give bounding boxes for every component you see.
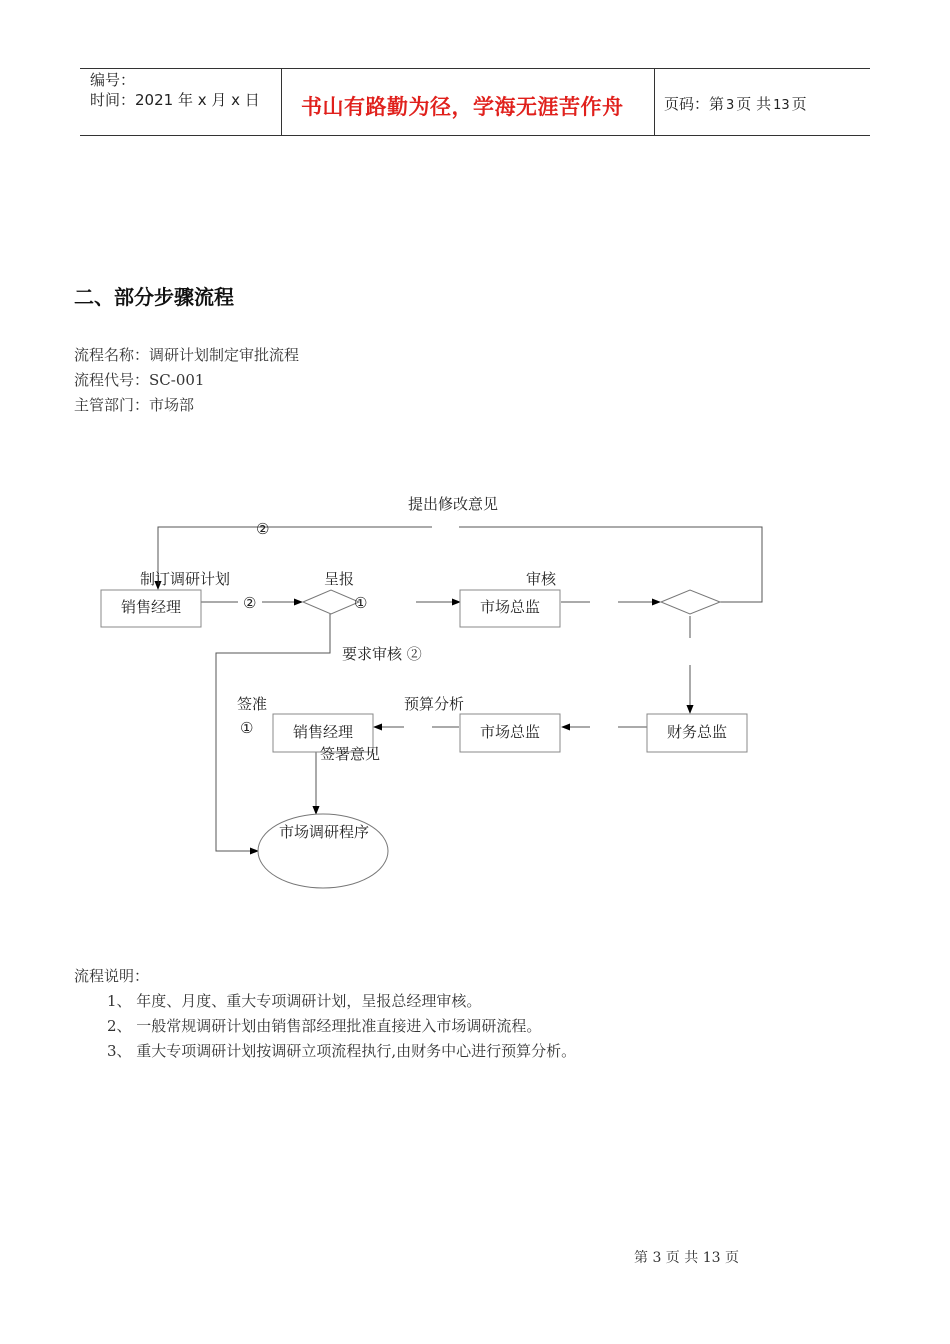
header-page-code <box>664 93 807 114</box>
header-divider-2 <box>654 69 655 136</box>
process-meta <box>74 343 299 418</box>
page-footer: 第 3 页 共 13 页 <box>634 1250 739 1266</box>
notes-item: 3、 重大专项调研计划按调研立项流程执行,由财务中心进行预算分析。 <box>107 1042 577 1060</box>
label-step-approve: 签准 <box>237 695 268 713</box>
submit-decision-diamond <box>303 590 359 614</box>
header-info <box>90 70 260 110</box>
section-title: 二、部分步骤流程 <box>74 285 234 309</box>
box-label-finance-director: 财务总监 <box>666 723 728 741</box>
notes-item: 2、 一般常规调研计划由销售部经理批准直接进入市场调研流程。 <box>107 1017 542 1035</box>
label-circle-two-row1: ② <box>243 594 257 612</box>
label-step-review: 审核 <box>526 570 557 588</box>
box-label-sales-manager-2: 销售经理 <box>292 723 354 741</box>
page-suffix: 页 <box>791 95 807 113</box>
label-circle-one-row2: ① <box>240 719 254 737</box>
time-label: 时间：2021 年 x 月 x 日 <box>90 91 260 109</box>
notes-item: 1、 年度、月度、重大专项调研计划，呈报总经理审核。 <box>107 992 482 1010</box>
box-label-market-director-1: 市场总监 <box>479 598 541 616</box>
label-circle-two-top: ② <box>256 520 270 538</box>
page-mid: 页 共 <box>736 95 772 113</box>
box-label-market-director-2: 市场总监 <box>479 723 541 741</box>
end-node-label: 市场调研程序 <box>278 823 370 841</box>
label-step-sign: 签署意见 <box>320 745 381 763</box>
page-prefix: 页码：第 <box>664 95 725 113</box>
label-step-submit: 呈报 <box>324 570 355 588</box>
label-circle-one-row1: ① <box>354 594 368 612</box>
label-step-draft: 制订调研计划 <box>140 570 231 588</box>
header-motto: 书山有路勤为径，学海无涯苦作舟 <box>301 95 624 119</box>
flowchart <box>0 470 950 914</box>
header-top-rule <box>80 68 870 69</box>
label-require-review: 要求审核 ② <box>342 645 422 663</box>
number-label: 编号： <box>90 71 136 89</box>
process-code: 流程代号：SC-001 <box>74 371 205 389</box>
page-current: 3 <box>726 98 735 113</box>
box-label-sales-manager-1: 销售经理 <box>120 598 182 616</box>
label-feedback: 提出修改意见 <box>408 495 499 513</box>
page-total: 13 <box>773 98 790 113</box>
process-name: 流程名称：调研计划制定审批流程 <box>74 346 300 364</box>
header-divider-1 <box>281 69 282 136</box>
header-bottom-rule <box>80 135 870 136</box>
label-step-budget: 预算分析 <box>404 695 465 713</box>
department: 主管部门：市场部 <box>74 396 195 414</box>
review-decision-diamond <box>661 590 720 614</box>
notes-title: 流程说明： <box>74 967 150 985</box>
process-notes <box>74 964 576 1064</box>
